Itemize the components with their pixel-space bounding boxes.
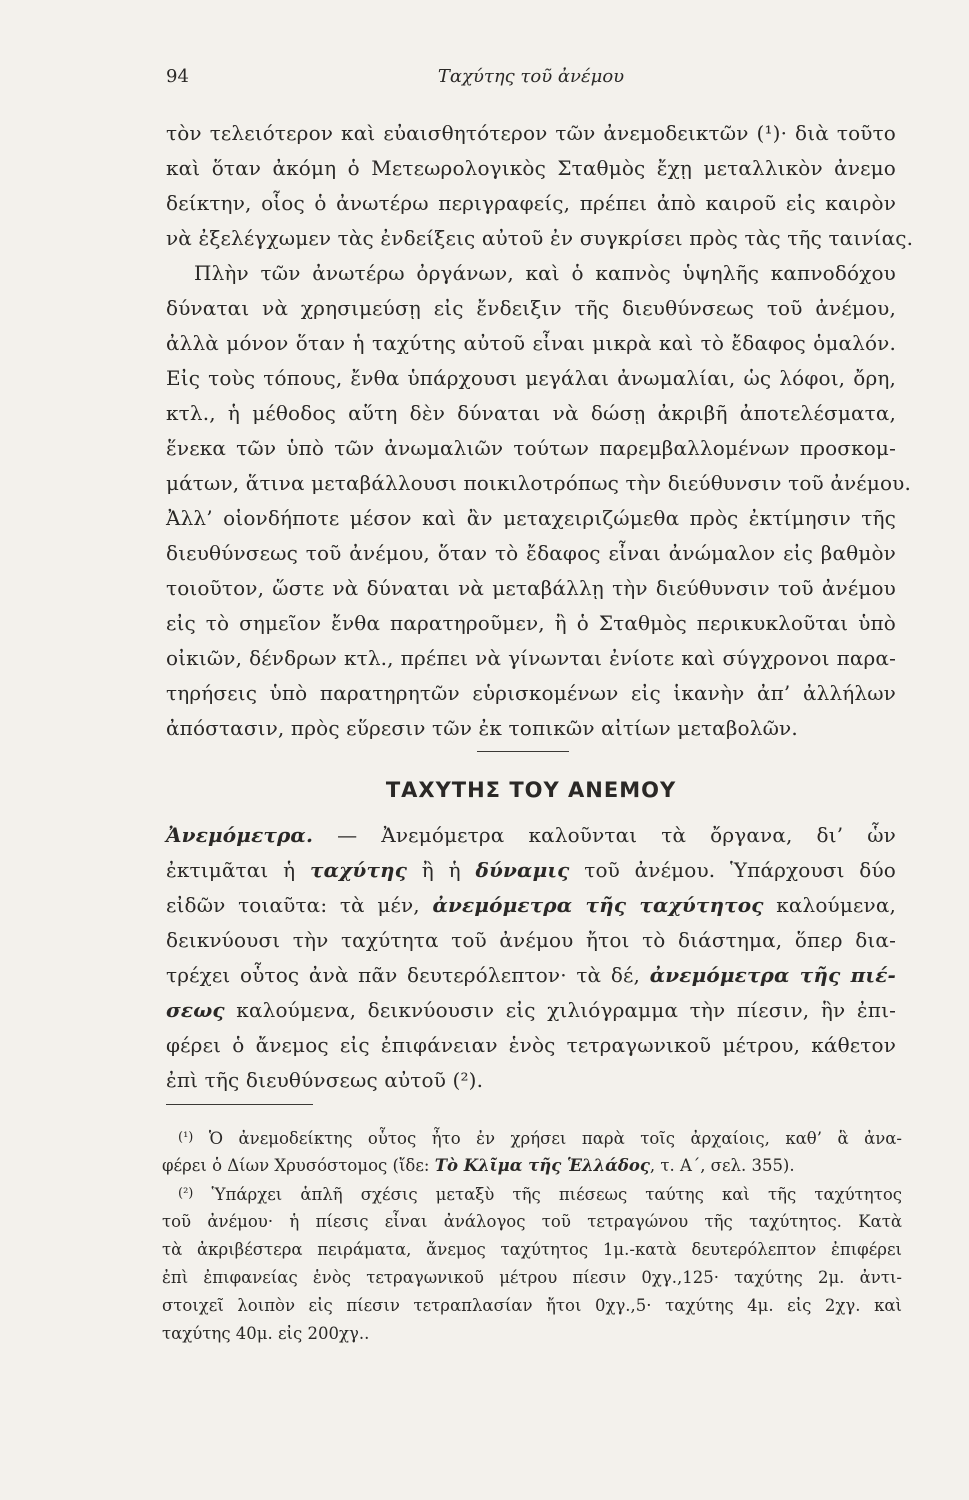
text-line: ἕνεκα τῶν ὑπὸ τῶν ἀνωμαλιῶν τούτων παρεμβαλλομένων προσκομ- (166, 436, 896, 460)
text-run: Ὁ ἀνεμοδείκτης οὗτος ἦτο ἐν χρήσει παρὰ τοῖς ἀρχαίοις, καθ’ ἃ ἀνα- (193, 1129, 902, 1148)
text-run: — Ἀνεμόμετρα καλοῦνται τὰ ὄργανα, δι’ ὧν (313, 823, 896, 847)
footnote-line (162, 1180, 902, 1208)
text-line: δύναται νὰ χρησιμεύσῃ εἰς ἔνδειξιν τῆς διευθύνσεως τοῦ ἀνέμου, (166, 296, 896, 320)
text-line: εἰς τὸ σημεῖον ἔνθα παρατηροῦμεν, ἢ ὁ Σταθμὸς περικυκλοῦται ὑπὸ (166, 611, 896, 635)
term-heading: Ἀνεμόμετρα. (166, 823, 314, 847)
text-run: φέρει ὁ Δίων Χρυσόστομος (ἴδε: (162, 1156, 435, 1175)
text-line: Εἰς τοὺς τόπους, ἔνθα ὑπάρχουσι μεγάλαι ἀνωμαλίαι, ὡς λόφοι, ὄρη, (166, 366, 896, 390)
text-line: ἐπὶ τῆς διευθύνσεως αὐτοῦ (²). (166, 1068, 484, 1092)
section-text (166, 818, 896, 1098)
text-line: οἰκιῶν, δένδρων κτλ., πρέπει νὰ γίνωνται ἐνίοτε καὶ σύγχρονοι παρα- (166, 646, 896, 670)
text-line: καὶ ὅταν ἀκόμη ὁ Μετεωρολογικὸς Σταθμὸς ἔχῃ μεταλλικὸν ἀνεμο (166, 156, 896, 180)
text-run: , τ. Α΄, σελ. 355). (649, 1156, 795, 1175)
footnote-line: τοῦ ἀνέμου· ἡ πίεσις εἶναι ἀνάλογος τοῦ τετραγώνου τῆς ταχύτητος. Κατὰ (162, 1212, 902, 1231)
text-line (166, 958, 896, 993)
text-run: Ὑπάρχει ἁπλῆ σχέσις μεταξὺ τῆς πιέσεως ταύτης καὶ τῆς ταχύτητος (193, 1185, 902, 1204)
text-line: Ἀλλ’ οἱονδήποτε μέσον καὶ ἂν μεταχειριζώμεθα πρὸς ἐκτίμησιν τῆς (166, 506, 896, 530)
page-number: 94 (166, 66, 189, 87)
text-line (166, 888, 896, 923)
emphasis: ἀνεμόμετρα τῆς πιέ- (649, 963, 896, 987)
text-line: ἀπόστασιν, πρὸς εὕρεσιν τῶν ἐκ τοπικῶν αἰτίων μεταβολῶν. (166, 716, 798, 740)
text-line: τηρήσεις ὑπὸ παρατηρητῶν εὑρισκομένων εἰς ἱκανὴν ἀπ’ ἀλλήλων (166, 681, 896, 705)
text-line (166, 993, 896, 1028)
text-run: καλούμενα, δεικνύουσιν εἰς χιλιόγραμμα τὴν πίεσιν, ἣν ἐπι- (224, 998, 896, 1022)
emphasis: ταχύτης (309, 858, 408, 882)
text-run: τρέχει οὗτος ἀνὰ πᾶν δευτερόλεπτον· τὰ δέ, (166, 963, 650, 987)
footnote-line: στοιχεῖ λοιπὸν εἰς πίεσιν τετραπλασίαν ἤτοι 0χγ.,5· ταχύτης 4μ. εἰς 2χγ. καὶ (162, 1296, 902, 1315)
text-line: τοιοῦτον, ὥστε νὰ δύναται νὰ μεταβάλλῃ τὴν διεύθυνσιν τοῦ ἀνέμου (166, 576, 896, 600)
emphasis: ἀνεμόμετρα τῆς ταχύτητος (432, 893, 764, 917)
footnotes (162, 1124, 902, 1348)
emphasis: Τὸ Κλῖμα τῆς Ἑλλάδος (434, 1156, 650, 1175)
section-heading: ΤΑΧΥΤΗΣ ΤΟΥ ΑΝΕΜΟΥ (385, 778, 677, 802)
text-line: διευθύνσεως τοῦ ἀνέμου, ὅταν τὸ ἔδαφος εἶναι ἀνώμαλον εἰς βαθμὸν (166, 541, 896, 565)
text-line: νὰ ἐξελέγχωμεν τὰς ἐνδείξεις αὐτοῦ ἐν συγκρίσει πρὸς τὰς τῆς ταινίας. (166, 226, 914, 250)
text-line: τὸν τελειότερον καὶ εὐαισθητότερον τῶν ἀνεμοδεικτῶν (¹)· διὰ τοῦτο (166, 121, 896, 145)
footnote-line: ἐπὶ ἐπιφανείας ἑνὸς τετραγωνικοῦ μέτρου πίεσιν 0χγ.,125· ταχύτης 2μ. ἀντι- (162, 1268, 902, 1287)
section-divider (477, 751, 569, 752)
text-line: ἀλλὰ μόνον ὅταν ἡ ταχύτης αὐτοῦ εἶναι μικρὰ καὶ τὸ ἔδαφος ὁμαλόν. (166, 331, 896, 355)
footnote-marker: (¹) (178, 1130, 194, 1145)
footnote-line (162, 1124, 902, 1152)
text-run: εἰδῶν τοιαῦτα: τὰ μέν, (166, 893, 433, 917)
running-title: Ταχύτης τοῦ ἀνέμου (437, 66, 625, 87)
text-run: ἐκτιμᾶται ἡ (166, 858, 310, 882)
text-line: φέρει ὁ ἄνεμος εἰς ἐπιφάνειαν ἑνὸς τετραγωνικοῦ μέτρου, κάθετον (166, 1033, 896, 1057)
text-line: δείκτην, οἷος ὁ ἀνωτέρω περιγραφείς, πρέπει ἀπὸ καιροῦ εἰς καιρὸν (166, 191, 896, 215)
footnote-line: τὰ ἀκριβέστερα πειράματα, ἄνεμος ταχύτητος 1μ.-κατὰ δευτερόλεπτον ἐπιφέρει (162, 1240, 902, 1259)
footnote-line (162, 1152, 902, 1180)
text-run: καλούμενα, (763, 893, 896, 917)
text-run: ἢ ἡ (407, 858, 476, 882)
footnote-line: ταχύτης 40μ. εἰς 200χγ.. (162, 1324, 370, 1343)
text-line: δεικνύουσι τὴν ταχύτητα τοῦ ἀνέμου ἤτοι τὸ διάστημα, ὅπερ δια- (166, 928, 896, 952)
emphasis: δύναμις (475, 858, 570, 882)
text-line (166, 853, 896, 888)
running-header (166, 66, 896, 96)
body-text (166, 116, 914, 746)
emphasis: σεως (166, 998, 225, 1022)
text-line: Πλὴν τῶν ἀνωτέρω ὀργάνων, καὶ ὁ καπνὸς ὑψηλῆς καπνοδόχου (194, 261, 896, 285)
text-line: κτλ., ἡ μέθοδος αὕτη δὲν δύναται νὰ δώσῃ ἀκριβῆ ἀποτελέσματα, (166, 401, 896, 425)
footnote-marker: (²) (178, 1186, 194, 1201)
text-run: τοῦ ἀνέμου. Ὑπάρχουσι δύο (569, 858, 896, 882)
footnote-rule (166, 1104, 313, 1105)
text-line (166, 818, 896, 853)
text-line: μάτων, ἅτινα μεταβάλλουσι ποικιλοτρόπως τὴν διεύθυνσιν τοῦ ἀνέμου. (166, 471, 911, 495)
